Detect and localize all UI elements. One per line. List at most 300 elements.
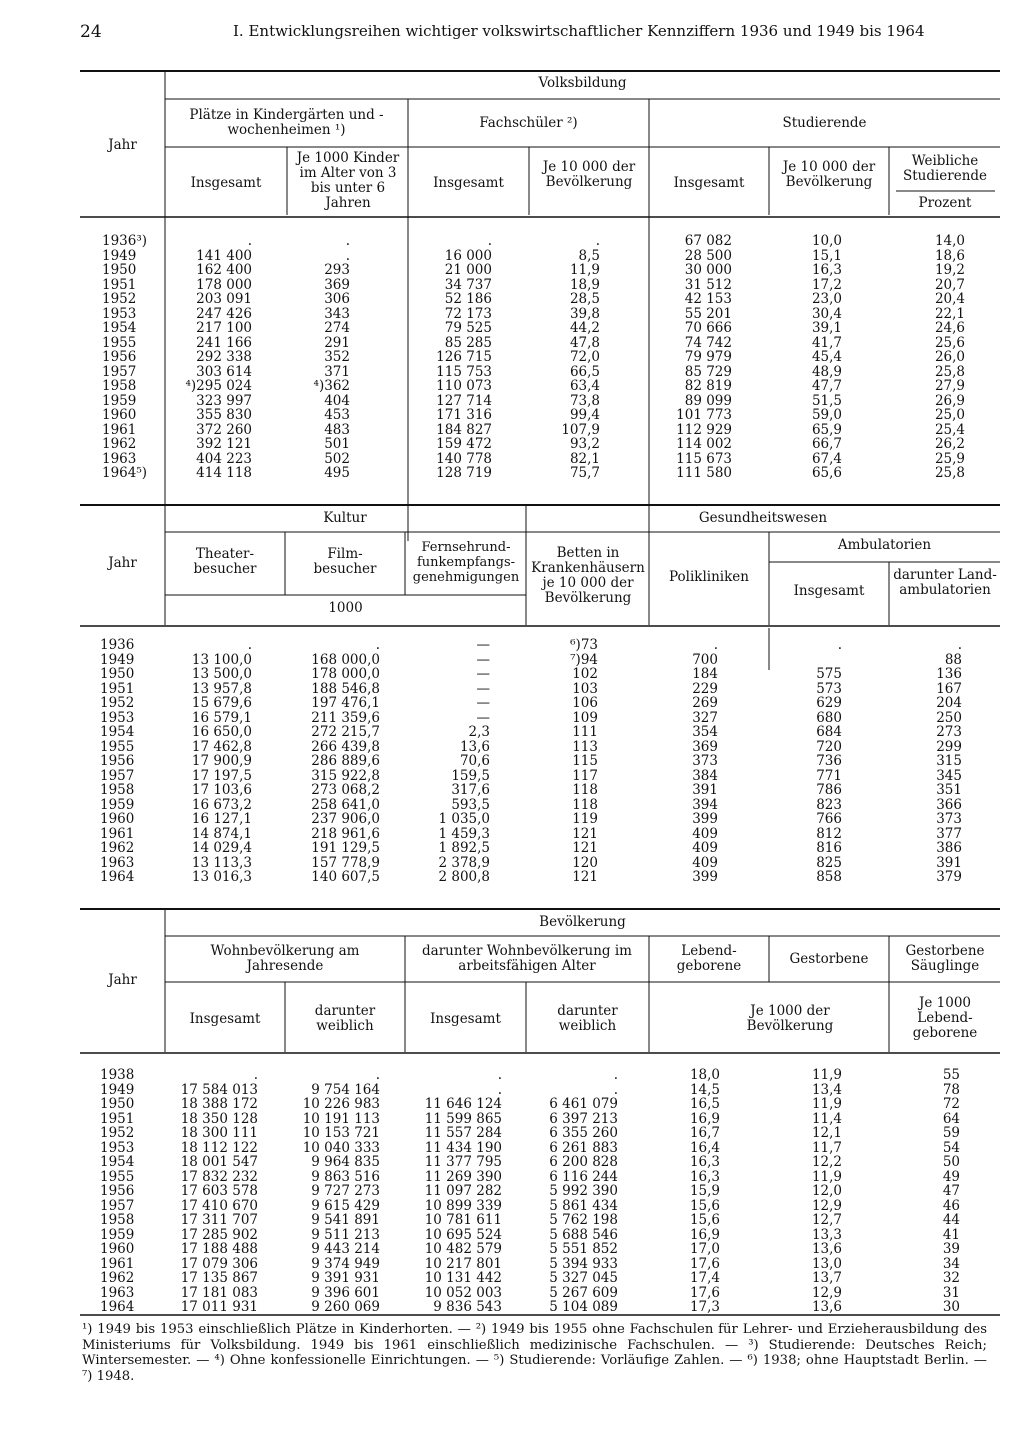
section-gesundheitswesen: Gesundheitswesen [698, 510, 828, 526]
fach-per-cell: 28,5 [569, 291, 600, 307]
amb-total-cell: 858 [816, 869, 842, 885]
table-row [0, 307, 1024, 322]
tv-cell: — [476, 680, 490, 697]
arbeit-total-cell: 11 557 284 [424, 1125, 502, 1141]
stud-total-cell: 85 729 [684, 363, 732, 380]
tv-cell: 593,5 [451, 796, 490, 813]
year-cell: 1958 [100, 782, 135, 798]
betten-cell: 118 [572, 796, 598, 813]
fach-per-cell: 63,4 [569, 378, 600, 394]
film-cell: 237 906,0 [311, 811, 380, 827]
year-cell: 1955 [100, 738, 135, 755]
lebend-cell: 17,6 [689, 1284, 720, 1301]
kiga-total-cell: 203 091 [196, 291, 252, 307]
tv-cell: 2 800,8 [438, 869, 490, 885]
wohn-total-cell: 17 135 867 [180, 1270, 258, 1286]
stud-female-cell: 20,4 [934, 291, 965, 307]
year-cell: 1962 [100, 840, 135, 856]
kiga-total-cell: 241 166 [196, 334, 252, 351]
poliklinik-cell: 394 [692, 796, 718, 813]
kiga-total-cell: 292 338 [196, 349, 252, 365]
amb-total-cell: 684 [816, 724, 842, 740]
fach-per-cell: 72,0 [569, 349, 600, 365]
year-cell: 1955 [102, 334, 137, 351]
stud-per-cell: 65,6 [811, 465, 842, 481]
stud-per-cell: 59,0 [811, 407, 842, 423]
betten-cell: 115 [572, 753, 598, 769]
table-row [0, 1286, 1024, 1301]
arbeit-w-cell: 5 688 546 [549, 1226, 618, 1243]
betten-cell: 117 [572, 767, 598, 784]
amb-total-cell: 575 [816, 666, 842, 682]
gestorbene-cell: 12,2 [811, 1154, 842, 1170]
stud-female-cell: 19,2 [934, 262, 965, 278]
amb-land-cell: 351 [936, 782, 962, 798]
theater-cell: 16 127,1 [191, 811, 252, 827]
betten-cell: 111 [572, 724, 598, 740]
betten-cell: 120 [572, 854, 598, 871]
table3-body [0, 1068, 1024, 1315]
amb-total-cell: 736 [816, 753, 842, 769]
table-row [0, 711, 1024, 726]
kiga-total-cell: 217 100 [196, 320, 252, 336]
kiga-per-cell: . [345, 233, 350, 249]
stud-female-cell: 25,0 [934, 407, 965, 423]
table-row [0, 1242, 1024, 1257]
year-cell: 1960 [100, 1241, 135, 1257]
stud-female-cell: 26,9 [934, 392, 965, 409]
lebend-cell: 16,5 [689, 1096, 720, 1112]
stud-total-cell: 74 742 [684, 334, 732, 351]
poliklinik-cell: 269 [692, 695, 718, 711]
saeugl-cell: 34 [942, 1255, 960, 1272]
arbeit-w-cell: 6 116 244 [549, 1168, 618, 1185]
theater-cell: 16 579,1 [191, 709, 252, 726]
arbeit-w-cell: 6 355 260 [549, 1125, 618, 1141]
year-cell: 1954 [100, 1154, 135, 1170]
col-stud-insgesamt: Insgesamt [673, 175, 745, 191]
gestorbene-cell: 11,4 [811, 1110, 842, 1127]
film-cell: 211 359,6 [311, 709, 380, 726]
fach-total-cell: 79 525 [444, 320, 492, 336]
amb-total-cell: 812 [816, 825, 842, 842]
table-row [0, 1184, 1024, 1199]
table-row [0, 1141, 1024, 1156]
kiga-per-cell: 306 [324, 291, 350, 307]
stud-female-cell: 22,1 [934, 305, 965, 322]
fach-total-cell: 72 173 [444, 305, 492, 322]
saeugl-cell: 47 [942, 1183, 960, 1199]
col-fach-je10000: Je 10 000 der Bevölkerung [542, 159, 636, 190]
lebend-cell: 16,7 [689, 1125, 720, 1141]
col-betten: Betten in Krankenhäusern je 10 000 der Bevölkerung [531, 545, 645, 606]
wohn-total-cell: 18 388 172 [180, 1096, 258, 1112]
table1-body [0, 234, 1024, 481]
fach-total-cell: 52 186 [444, 291, 492, 307]
fach-per-cell: 11,9 [569, 262, 600, 278]
table-row [0, 408, 1024, 423]
fach-total-cell: 34 737 [444, 276, 492, 293]
stud-per-cell: 39,1 [811, 320, 842, 336]
stud-total-cell: 115 673 [676, 450, 732, 467]
arbeit-total-cell: 10 131 442 [424, 1270, 502, 1286]
theater-cell: 14 874,1 [191, 825, 252, 842]
stud-per-cell: 47,7 [811, 378, 842, 394]
tv-cell: 2 378,9 [438, 854, 490, 871]
amb-total-cell: 823 [816, 796, 842, 813]
table-row [0, 783, 1024, 798]
year-cell: 1951 [100, 1110, 135, 1127]
stud-total-cell: 30 000 [684, 262, 732, 278]
kiga-total-cell: 355 830 [196, 407, 252, 423]
tv-cell: — [476, 695, 490, 711]
poliklinik-cell: 229 [692, 680, 718, 697]
wohn-total-cell: 17 311 707 [180, 1212, 258, 1228]
stud-total-cell: 55 201 [684, 305, 732, 322]
year-cell: 1956 [100, 1183, 135, 1199]
lebend-cell: 15,9 [689, 1183, 720, 1199]
saeugl-cell: 54 [942, 1139, 960, 1156]
wohn-total-cell: 18 001 547 [180, 1154, 258, 1170]
poliklinik-cell: 409 [692, 854, 718, 871]
stud-female-cell: 26,2 [934, 436, 965, 452]
table2-body [0, 638, 1024, 885]
col-gestorbene-saeuglinge: Gestorbene Säuglinge [905, 943, 985, 974]
amb-total-cell: 629 [816, 695, 842, 711]
tv-cell: 317,6 [451, 782, 490, 798]
fach-total-cell: 128 719 [436, 465, 492, 481]
kiga-total-cell: 141 400 [196, 247, 252, 264]
arbeit-w-cell: 5 267 609 [549, 1284, 618, 1301]
theater-cell: 13 016,3 [191, 869, 252, 885]
betten-cell: 113 [572, 738, 598, 755]
gestorbene-cell: 11,9 [811, 1096, 842, 1112]
poliklinik-cell: 373 [692, 753, 718, 769]
amb-land-cell: 250 [936, 709, 962, 726]
stud-total-cell: 111 580 [676, 465, 732, 481]
table-row [0, 379, 1024, 394]
stud-per-cell: 30,4 [811, 305, 842, 322]
wohn-w-cell: 9 754 164 [311, 1081, 380, 1098]
year-cell: 1936 [100, 637, 135, 653]
wohn-w-cell: 10 226 983 [302, 1096, 380, 1112]
lebend-cell: 15,6 [689, 1197, 720, 1214]
stud-female-cell: 18,6 [934, 247, 965, 264]
amb-total-cell: 720 [816, 738, 842, 755]
poliklinik-cell: 409 [692, 840, 718, 856]
year-cell: 1963 [102, 450, 137, 467]
arbeit-w-cell: 6 461 079 [549, 1096, 618, 1112]
film-cell: 191 129,5 [311, 840, 380, 856]
table-row [0, 263, 1024, 278]
film-cell: 258 641,0 [311, 796, 380, 813]
year-cell: 1959 [100, 1226, 135, 1243]
year-cell: 1957 [100, 767, 135, 784]
wohn-w-cell: 9 964 835 [311, 1154, 380, 1170]
stud-total-cell: 89 099 [684, 392, 732, 409]
wohn-total-cell: 17 079 306 [180, 1255, 258, 1272]
arbeit-total-cell: . [497, 1081, 502, 1098]
col-stud-prozent: Prozent [918, 195, 972, 211]
kiga-per-cell: . [345, 247, 350, 264]
jahr-label: Jahr [108, 555, 137, 571]
lebend-cell: 17,3 [689, 1299, 720, 1315]
col-arbeit-weiblich: darunter weiblich [557, 1003, 618, 1034]
poliklinik-cell: 391 [692, 782, 718, 798]
fach-total-cell: 126 715 [436, 349, 492, 365]
stud-per-cell: 67,4 [811, 450, 842, 467]
year-cell: 1936³) [102, 233, 148, 249]
stud-per-cell: 15,1 [811, 247, 842, 264]
theater-cell: 17 197,5 [191, 767, 252, 784]
arbeit-total-cell: 11 377 795 [424, 1154, 502, 1170]
betten-cell: 118 [572, 782, 598, 798]
section-bevoelkerung: Bevölkerung [539, 914, 626, 930]
stud-female-cell: 25,8 [934, 465, 965, 481]
table-row [0, 452, 1024, 467]
film-cell: 197 476,1 [311, 695, 380, 711]
year-cell: 1958 [102, 378, 137, 394]
amb-total-cell: 573 [816, 680, 842, 697]
saeugl-cell: 44 [942, 1212, 960, 1228]
fach-total-cell: 184 827 [436, 421, 492, 438]
saeugl-cell: 31 [942, 1284, 960, 1301]
wohn-w-cell: . [375, 1067, 380, 1083]
kiga-per-cell: 453 [324, 407, 350, 423]
fach-per-cell: 47,8 [569, 334, 600, 351]
fach-per-cell: 93,2 [569, 436, 600, 452]
year-cell: 1964⁵) [102, 465, 148, 481]
year-cell: 1957 [102, 363, 137, 380]
fach-per-cell: 66,5 [569, 363, 600, 380]
col-arbeit-insgesamt: Insgesamt [430, 1011, 501, 1027]
wohn-total-cell: 17 832 232 [180, 1168, 258, 1185]
table-row [0, 769, 1024, 784]
table-row [0, 1228, 1024, 1243]
group-kindergarten: Plätze in Kindergärten und -wochenheimen ¹) [189, 107, 384, 138]
table-row [0, 1126, 1024, 1141]
table-row [0, 350, 1024, 365]
year-cell: 1953 [100, 709, 135, 726]
gestorbene-cell: 12,9 [811, 1197, 842, 1214]
year-cell: 1961 [100, 1255, 135, 1272]
kiga-total-cell: 323 997 [196, 392, 252, 409]
arbeit-w-cell: 6 200 828 [549, 1154, 618, 1170]
fach-per-cell: 107,9 [561, 421, 600, 438]
kiga-total-cell: 392 121 [196, 436, 252, 452]
stud-total-cell: 101 773 [676, 407, 732, 423]
fach-total-cell: 115 753 [436, 363, 492, 380]
stud-female-cell: 25,8 [934, 363, 965, 380]
stud-total-cell: 42 153 [684, 291, 732, 307]
film-cell: 188 546,8 [311, 680, 380, 697]
wohn-total-cell: 18 300 111 [180, 1125, 258, 1141]
film-cell: 272 215,7 [311, 724, 380, 740]
kiga-total-cell: 178 000 [196, 276, 252, 293]
col-amb-insgesamt: Insgesamt [793, 583, 865, 599]
col-gestorbene: Gestorbene [789, 951, 869, 967]
stud-total-cell: 114 002 [676, 436, 732, 452]
wohn-w-cell: 10 040 333 [302, 1139, 380, 1156]
table-row [0, 336, 1024, 351]
saeugl-cell: 64 [942, 1110, 960, 1127]
arbeit-w-cell: . [613, 1067, 618, 1083]
page-number: 24 [80, 22, 102, 42]
year-cell: 1956 [102, 349, 137, 365]
wohn-total-cell: 17 603 578 [180, 1183, 258, 1199]
col-theaterbesucher: Theater-besucher [193, 546, 257, 577]
fach-total-cell: 140 778 [436, 450, 492, 467]
film-cell: 273 068,2 [311, 782, 380, 798]
section-kultur: Kultur [323, 510, 367, 526]
table-row [0, 1257, 1024, 1272]
table-row [0, 812, 1024, 827]
amb-total-cell: 766 [816, 811, 842, 827]
group-wohnbevoelkerung: Wohnbevölkerung am Jahresende [210, 943, 360, 974]
stud-female-cell: 25,9 [934, 450, 965, 467]
year-cell: 1955 [100, 1168, 135, 1185]
film-cell: . [375, 637, 380, 653]
saeugl-cell: 55 [942, 1067, 960, 1083]
betten-cell: 102 [572, 666, 598, 682]
stud-total-cell: 79 979 [684, 349, 732, 365]
amb-total-cell: 816 [816, 840, 842, 856]
col-filmbesucher: Film-besucher [313, 546, 377, 577]
kiga-per-cell: 352 [324, 349, 350, 365]
amb-land-cell: 299 [936, 738, 962, 755]
year-cell: 1964 [100, 869, 135, 885]
lebend-cell: 16,4 [689, 1139, 720, 1156]
fach-total-cell: 21 000 [444, 262, 492, 278]
stud-female-cell: 27,9 [934, 378, 965, 394]
stud-per-cell: 16,3 [811, 262, 842, 278]
theater-cell: 16 673,2 [191, 796, 252, 813]
saeugl-cell: 39 [942, 1241, 960, 1257]
wohn-w-cell: 9 615 429 [311, 1197, 380, 1214]
kiga-per-cell: 291 [324, 334, 350, 351]
table-row [0, 423, 1024, 438]
tv-cell: 1 459,3 [438, 825, 490, 842]
arbeit-total-cell: 9 836 543 [433, 1299, 502, 1315]
table-row [0, 394, 1024, 409]
wohn-total-cell: 17 285 902 [180, 1226, 258, 1243]
tv-cell: — [476, 666, 490, 682]
arbeit-total-cell: . [497, 1067, 502, 1083]
col-wohn-insgesamt: Insgesamt [189, 1011, 261, 1027]
stud-female-cell: 26,0 [934, 349, 965, 365]
kiga-per-cell: 404 [324, 392, 350, 409]
amb-land-cell: 315 [936, 753, 962, 769]
table-row [0, 638, 1024, 653]
year-cell: 1949 [102, 247, 137, 264]
betten-cell: ⁷)94 [570, 651, 598, 668]
col-fernsehgenehmigungen: Fernsehrund-funkempfangs-genehmigungen [412, 540, 520, 585]
betten-cell: 106 [572, 695, 598, 711]
year-cell: 1959 [100, 796, 135, 813]
amb-total-cell: 771 [816, 767, 842, 784]
stud-total-cell: 70 666 [684, 320, 732, 336]
year-cell: 1962 [102, 436, 137, 452]
year-cell: 1964 [100, 1299, 135, 1315]
gestorbene-cell: 12,0 [811, 1183, 842, 1199]
kiga-per-cell: ⁴)362 [313, 378, 350, 394]
year-cell: 1952 [100, 695, 135, 711]
year-cell: 1959 [102, 392, 137, 409]
saeugl-cell: 59 [942, 1125, 960, 1141]
unit-1000: 1000 [328, 600, 363, 616]
year-cell: 1938 [100, 1067, 135, 1083]
table-row [0, 1170, 1024, 1185]
stud-female-cell: 20,7 [934, 276, 965, 293]
arbeit-w-cell: 5 762 198 [549, 1212, 618, 1228]
amb-land-cell: 204 [936, 695, 962, 711]
saeugl-cell: 46 [942, 1197, 960, 1214]
year-cell: 1952 [102, 291, 137, 307]
table-row [0, 1300, 1024, 1315]
table-row [0, 1271, 1024, 1286]
lebend-cell: 18,0 [689, 1067, 720, 1083]
table-row [0, 798, 1024, 813]
kiga-per-cell: 502 [324, 450, 350, 467]
wohn-w-cell: 9 391 931 [311, 1270, 380, 1286]
lebend-cell: 16,9 [689, 1226, 720, 1243]
col-stud-je10000: Je 10 000 der Bevölkerung [782, 159, 876, 190]
section-volksbildung: Volksbildung [538, 75, 627, 91]
col-wohn-weiblich: darunter weiblich [314, 1003, 376, 1034]
wohn-w-cell: 10 191 113 [302, 1110, 380, 1127]
amb-land-cell: 366 [936, 796, 962, 813]
table-row [0, 754, 1024, 769]
stud-per-cell: 23,0 [811, 291, 842, 307]
amb-total-cell: . [837, 637, 842, 653]
wohn-w-cell: 10 153 721 [302, 1125, 380, 1141]
betten-cell: 119 [572, 811, 598, 827]
wohn-w-cell: 9 260 069 [311, 1299, 380, 1315]
year-cell: 1961 [100, 825, 135, 842]
stud-female-cell: 24,6 [934, 320, 965, 336]
stud-per-cell: 45,4 [811, 349, 842, 365]
betten-cell: 121 [572, 869, 598, 885]
col-landambulatorien: darunter Land-ambulatorien [893, 567, 997, 598]
fach-per-cell: 8,5 [578, 247, 600, 264]
saeugl-cell: 30 [942, 1299, 960, 1315]
col-fach-insgesamt: Insgesamt [433, 175, 504, 191]
fach-per-cell: 18,9 [569, 276, 600, 293]
lebend-cell: 17,4 [689, 1270, 720, 1286]
table-row [0, 1155, 1024, 1170]
year-cell: 1960 [100, 811, 135, 827]
table-row [0, 321, 1024, 336]
arbeit-total-cell: 11 434 190 [424, 1139, 502, 1156]
gestorbene-cell: 13,0 [811, 1255, 842, 1272]
kiga-total-cell: ⁴)295 024 [185, 378, 252, 394]
amb-land-cell: . [957, 637, 962, 653]
arbeit-total-cell: 10 482 579 [424, 1241, 502, 1257]
year-cell: 1949 [100, 651, 135, 668]
table-row [0, 870, 1024, 885]
jahr-label: Jahr [108, 972, 137, 988]
amb-land-cell: 386 [936, 840, 962, 856]
kiga-total-cell: 372 260 [196, 421, 252, 438]
page-title: I. Entwicklungsreihen wichtiger volkswirtschaftlicher Kennziffern 1936 und 1949 bis 1964 [233, 22, 925, 40]
col-stud-weiblich: Weibliche Studierende [902, 153, 988, 184]
kiga-per-cell: 293 [324, 262, 350, 278]
arbeit-w-cell: 5 104 089 [549, 1299, 618, 1315]
kiga-per-cell: 274 [324, 320, 350, 336]
col-kiga-je1000: Je 1000 Kinder im Alter von 3 bis unter 6 Jahren [296, 150, 400, 211]
betten-cell: 103 [572, 680, 598, 697]
fach-per-cell: 73,8 [569, 392, 600, 409]
